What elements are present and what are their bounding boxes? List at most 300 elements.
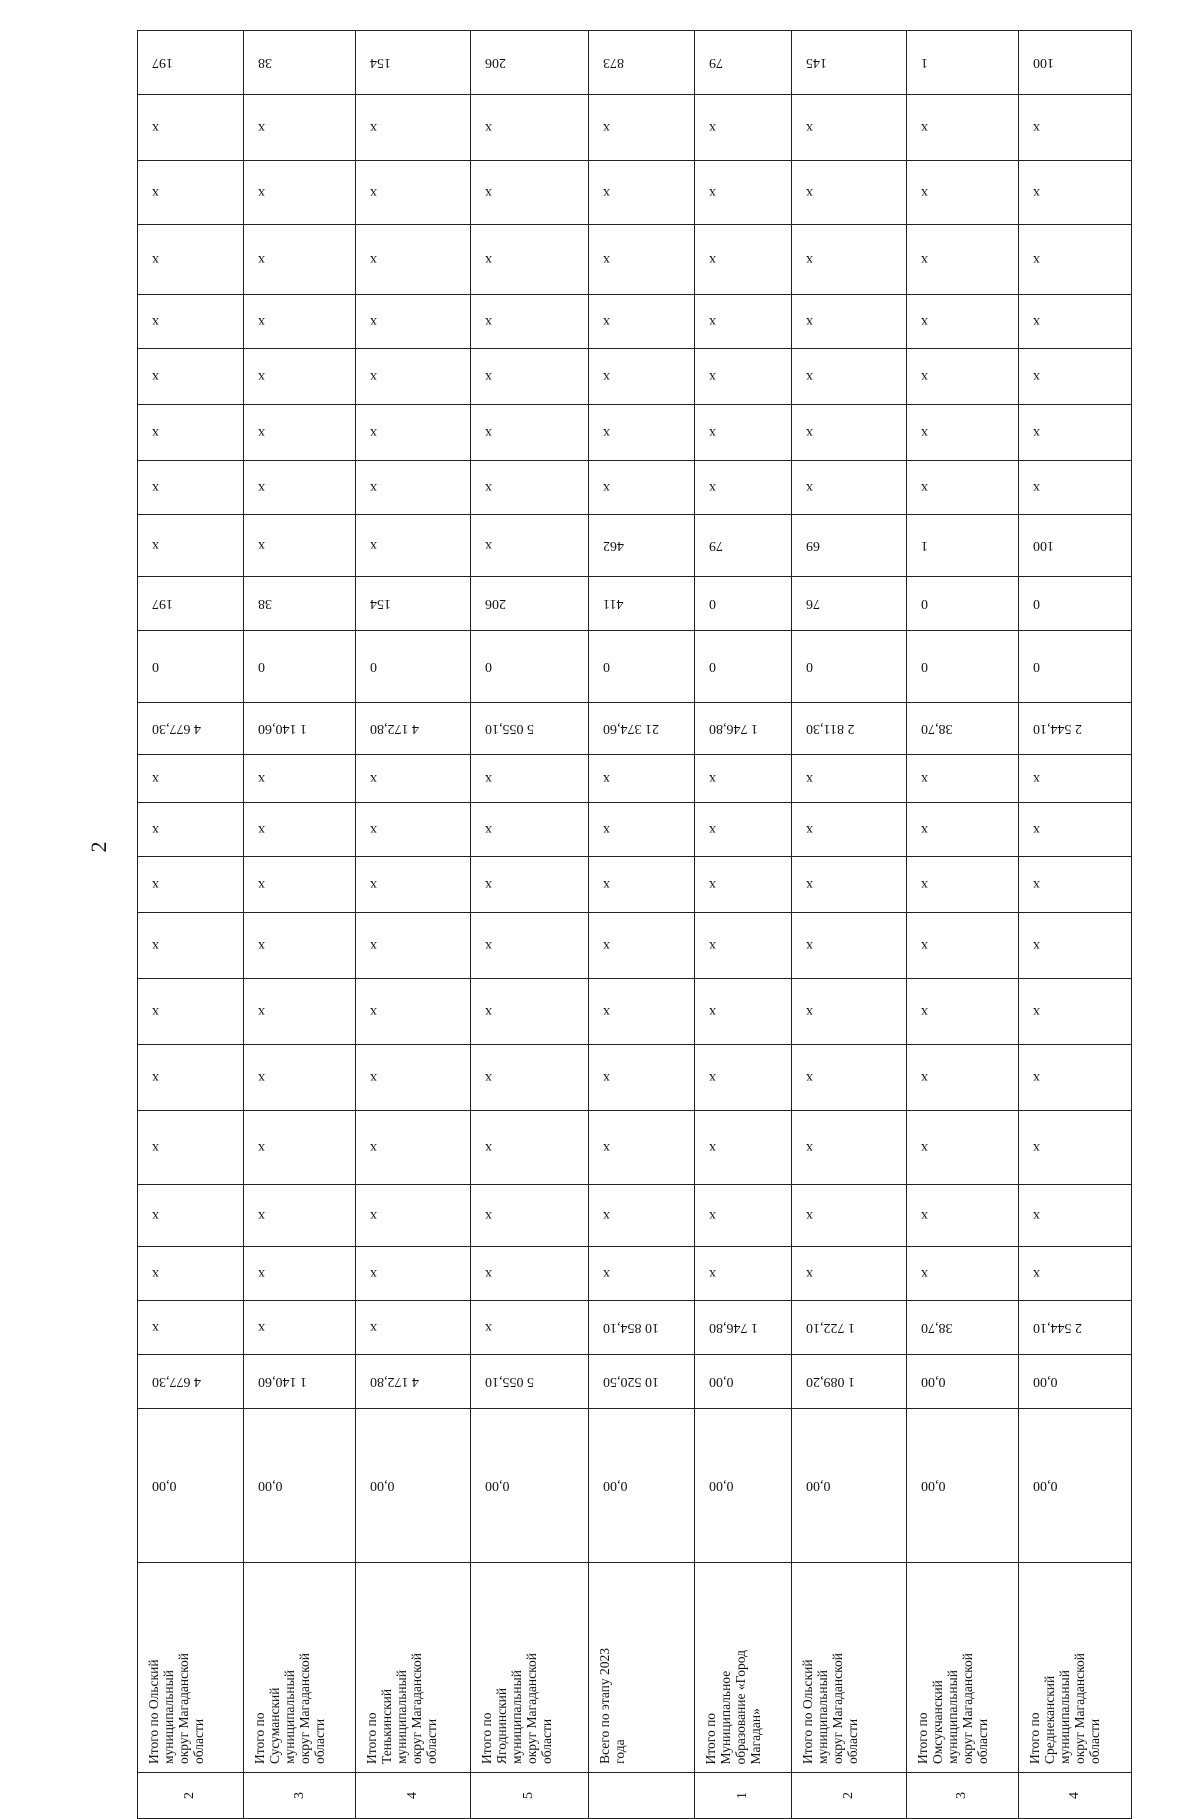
table-cell bbox=[1018, 515, 1131, 577]
cell-value: 0,00 bbox=[709, 1478, 734, 1494]
cell-value: x bbox=[370, 1208, 378, 1224]
table-cell bbox=[791, 1355, 906, 1409]
cell-value: x bbox=[258, 1004, 265, 1020]
table-row bbox=[138, 755, 1132, 803]
table-cell bbox=[244, 755, 356, 803]
cell-value: 1 bbox=[921, 538, 929, 554]
table-cell bbox=[356, 857, 470, 913]
table-cell bbox=[244, 913, 356, 979]
table-cell bbox=[791, 95, 906, 161]
table-cell bbox=[907, 1409, 1018, 1563]
table-cell bbox=[470, 405, 589, 461]
cell-value: x bbox=[484, 369, 492, 385]
table-row bbox=[138, 979, 1132, 1045]
row-number-cell bbox=[138, 1773, 244, 1819]
table-cell bbox=[1018, 161, 1131, 225]
table-cell bbox=[470, 1185, 589, 1247]
table-cell bbox=[589, 703, 695, 755]
cell-value: x bbox=[484, 252, 492, 268]
table-cell bbox=[791, 913, 906, 979]
cell-value: x bbox=[258, 120, 265, 136]
table-cell bbox=[470, 161, 589, 225]
cell-value: x bbox=[603, 185, 611, 201]
cell-value: x bbox=[152, 314, 159, 330]
table-cell bbox=[589, 577, 695, 631]
row-number: 3 bbox=[954, 1792, 970, 1799]
cell-value: x bbox=[709, 185, 717, 201]
table-row bbox=[138, 577, 1132, 631]
cell-value: x bbox=[1032, 314, 1040, 330]
cell-value: x bbox=[603, 252, 611, 268]
table-cell bbox=[791, 1111, 906, 1185]
cell-value: 0 bbox=[152, 659, 159, 675]
cell-value: 0 bbox=[1032, 596, 1040, 612]
table-cell bbox=[907, 1045, 1018, 1111]
table-cell bbox=[356, 31, 470, 95]
cell-value: x bbox=[1032, 771, 1040, 787]
table-cell bbox=[1018, 913, 1131, 979]
cell-value: x bbox=[921, 252, 929, 268]
table-cell bbox=[356, 1355, 470, 1409]
cell-value: x bbox=[484, 938, 492, 954]
table-cell bbox=[138, 1355, 244, 1409]
table-cell bbox=[356, 405, 470, 461]
table-cell bbox=[356, 515, 470, 577]
cell-value: 5 055,10 bbox=[484, 1374, 534, 1390]
table-cell bbox=[589, 755, 695, 803]
table-cell bbox=[695, 225, 792, 295]
cell-value: x bbox=[484, 538, 492, 554]
table-cell bbox=[138, 913, 244, 979]
cell-value: x bbox=[921, 822, 929, 838]
row-label-cell bbox=[589, 1563, 695, 1773]
cell-value: x bbox=[152, 538, 159, 554]
table-cell bbox=[1018, 631, 1131, 703]
table-cell bbox=[138, 95, 244, 161]
cell-value: 154 bbox=[370, 596, 392, 612]
cell-value: x bbox=[258, 1208, 265, 1224]
table-cell bbox=[356, 1185, 470, 1247]
cell-value: 0,00 bbox=[805, 1478, 831, 1494]
table-cell bbox=[907, 295, 1018, 349]
table-cell bbox=[695, 703, 792, 755]
cell-value: x bbox=[258, 369, 265, 385]
table-cell bbox=[244, 515, 356, 577]
table-cell bbox=[356, 461, 470, 515]
table-cell bbox=[244, 1409, 356, 1563]
cell-value: x bbox=[1032, 1004, 1040, 1020]
cell-value: 0,00 bbox=[921, 1374, 946, 1390]
cell-value: 69 bbox=[805, 538, 820, 554]
cell-value: 0 bbox=[603, 659, 611, 675]
table-cell bbox=[1018, 803, 1131, 857]
table-cell bbox=[1018, 461, 1131, 515]
table-cell bbox=[589, 1185, 695, 1247]
table-cell bbox=[244, 1045, 356, 1111]
cell-value: x bbox=[152, 1140, 159, 1156]
table-cell bbox=[138, 703, 244, 755]
cell-value: x bbox=[370, 314, 378, 330]
cell-value: x bbox=[921, 480, 929, 496]
table-cell bbox=[907, 577, 1018, 631]
table-cell bbox=[589, 461, 695, 515]
page-number: 2 bbox=[86, 841, 111, 853]
cell-value: x bbox=[370, 120, 378, 136]
table-cell bbox=[589, 1111, 695, 1185]
table-cell bbox=[907, 31, 1018, 95]
table-cell bbox=[356, 755, 470, 803]
cell-value: x bbox=[152, 822, 159, 838]
table-row bbox=[138, 1355, 1132, 1409]
cell-value: x bbox=[370, 822, 378, 838]
row-number-cell bbox=[244, 1773, 356, 1819]
row-label-cell bbox=[1018, 1563, 1131, 1773]
table-cell bbox=[244, 631, 356, 703]
table-cell bbox=[244, 703, 356, 755]
table-cell bbox=[589, 295, 695, 349]
cell-value: x bbox=[805, 771, 813, 787]
table-cell bbox=[470, 979, 589, 1045]
cell-value: 5 055,10 bbox=[484, 721, 534, 737]
cell-value: x bbox=[258, 938, 265, 954]
cell-value: x bbox=[603, 425, 611, 441]
cell-value: x bbox=[603, 1140, 611, 1156]
table-cell bbox=[138, 461, 244, 515]
cell-value: 100 bbox=[1032, 538, 1054, 554]
table-cell bbox=[791, 349, 906, 405]
cell-value: 1 140,60 bbox=[258, 721, 307, 737]
cell-value: x bbox=[370, 1070, 378, 1086]
cell-value: x bbox=[805, 1004, 813, 1020]
table-cell bbox=[791, 857, 906, 913]
table-cell bbox=[695, 631, 792, 703]
cell-value: 0 bbox=[709, 659, 717, 675]
table-cell bbox=[695, 803, 792, 857]
cell-value: 4 172,80 bbox=[370, 1374, 420, 1390]
table-cell bbox=[470, 755, 589, 803]
cell-value: x bbox=[709, 822, 717, 838]
cell-value: x bbox=[152, 369, 159, 385]
table-cell bbox=[244, 1355, 356, 1409]
table-cell bbox=[695, 857, 792, 913]
cell-value: x bbox=[152, 120, 159, 136]
table-cell bbox=[695, 349, 792, 405]
row-label-cell bbox=[356, 1563, 470, 1773]
cell-value: x bbox=[484, 425, 492, 441]
row-number: 4 bbox=[404, 1792, 420, 1799]
cell-value: x bbox=[370, 1004, 378, 1020]
table-cell bbox=[695, 95, 792, 161]
table-cell bbox=[470, 349, 589, 405]
cell-value: x bbox=[709, 1004, 717, 1020]
cell-value: 2 811,30 bbox=[805, 721, 855, 737]
table-cell bbox=[907, 979, 1018, 1045]
table-cell bbox=[138, 1247, 244, 1301]
table-cell bbox=[1018, 857, 1131, 913]
row-label: Итого по Ольский муниципальный округ Магаданской области bbox=[146, 1653, 206, 1764]
cell-value: x bbox=[921, 1266, 929, 1282]
table-cell bbox=[1018, 755, 1131, 803]
table-cell bbox=[695, 515, 792, 577]
table-cell bbox=[695, 295, 792, 349]
cell-value: x bbox=[709, 369, 717, 385]
table-cell bbox=[907, 803, 1018, 857]
table-row bbox=[138, 631, 1132, 703]
cell-value: 0 bbox=[370, 659, 378, 675]
row-label: Итого по Муниципальное образование «Город Магадан» bbox=[703, 1649, 764, 1764]
table-cell bbox=[356, 631, 470, 703]
table-cell bbox=[244, 405, 356, 461]
table-cell bbox=[470, 1409, 589, 1563]
cell-value: 197 bbox=[152, 55, 173, 71]
row-label: Итого по Тенькинский муниципальный округ Магаданской области bbox=[364, 1653, 440, 1764]
table-cell bbox=[1018, 349, 1131, 405]
cell-value: x bbox=[709, 120, 717, 136]
cell-value: x bbox=[1032, 1070, 1040, 1086]
table-cell bbox=[356, 1409, 470, 1563]
table-cell bbox=[791, 295, 906, 349]
table-cell bbox=[907, 1301, 1018, 1355]
table-cell bbox=[244, 1185, 356, 1247]
cell-value: x bbox=[805, 822, 813, 838]
table-cell bbox=[791, 703, 906, 755]
table-cell bbox=[138, 225, 244, 295]
table-cell bbox=[907, 1355, 1018, 1409]
cell-value: 0 bbox=[805, 659, 813, 675]
table-cell bbox=[244, 461, 356, 515]
cell-value: x bbox=[709, 252, 717, 268]
table-row bbox=[138, 1185, 1132, 1247]
cell-value: x bbox=[709, 1208, 717, 1224]
table-cell bbox=[138, 31, 244, 95]
table-cell bbox=[907, 1185, 1018, 1247]
table-cell bbox=[138, 803, 244, 857]
cell-value: x bbox=[484, 771, 492, 787]
cell-value: x bbox=[484, 822, 492, 838]
table-row bbox=[138, 515, 1132, 577]
table-cell bbox=[1018, 703, 1131, 755]
cell-value: x bbox=[603, 822, 611, 838]
row-number-cell bbox=[791, 1773, 906, 1819]
cell-value: x bbox=[805, 185, 813, 201]
table-cell bbox=[244, 225, 356, 295]
table-cell bbox=[695, 979, 792, 1045]
table-cell bbox=[470, 31, 589, 95]
cell-value: 100 bbox=[1032, 55, 1054, 71]
table-cell bbox=[244, 979, 356, 1045]
table-cell bbox=[1018, 405, 1131, 461]
table-cell bbox=[589, 1301, 695, 1355]
cell-value: x bbox=[1032, 425, 1040, 441]
cell-value: x bbox=[370, 771, 378, 787]
row-number: 4 bbox=[1066, 1792, 1082, 1799]
cell-value: x bbox=[1032, 480, 1040, 496]
table-cell bbox=[470, 515, 589, 577]
table-cell bbox=[791, 461, 906, 515]
table-cell bbox=[1018, 31, 1131, 95]
table-cell bbox=[1018, 1111, 1131, 1185]
cell-value: 38,70 bbox=[921, 721, 953, 737]
table-cell bbox=[244, 161, 356, 225]
table-cell bbox=[470, 95, 589, 161]
row-label: Итого по Ягоднинский муниципальный округ Магаданской области bbox=[478, 1653, 554, 1764]
cell-value: x bbox=[484, 1208, 492, 1224]
table-cell bbox=[356, 225, 470, 295]
cell-value: 1 089,20 bbox=[805, 1374, 855, 1390]
cell-value: x bbox=[603, 314, 611, 330]
table-cell bbox=[244, 349, 356, 405]
table-cell bbox=[356, 1045, 470, 1111]
table-cell bbox=[791, 1409, 906, 1563]
table-cell bbox=[138, 577, 244, 631]
cell-value: 76 bbox=[805, 596, 820, 612]
table-cell bbox=[470, 1301, 589, 1355]
cell-value: 206 bbox=[484, 55, 506, 71]
table-cell bbox=[695, 1045, 792, 1111]
cell-value: x bbox=[805, 1140, 813, 1156]
cell-value: x bbox=[709, 480, 717, 496]
table-cell bbox=[470, 1045, 589, 1111]
table-row bbox=[138, 1301, 1132, 1355]
cell-value: x bbox=[1032, 1266, 1040, 1282]
cell-value: x bbox=[370, 425, 378, 441]
table-cell bbox=[138, 349, 244, 405]
table-cell bbox=[695, 1409, 792, 1563]
cell-value: 0,00 bbox=[484, 1478, 510, 1494]
row-number-cell bbox=[356, 1773, 470, 1819]
cell-value: 206 bbox=[484, 596, 506, 612]
table-cell bbox=[907, 161, 1018, 225]
table-cell bbox=[695, 755, 792, 803]
table-cell bbox=[1018, 1045, 1131, 1111]
table-cell bbox=[695, 161, 792, 225]
table-cell bbox=[138, 1301, 244, 1355]
cell-value: x bbox=[709, 1266, 717, 1282]
row-number-cell bbox=[470, 1773, 589, 1819]
cell-value: x bbox=[921, 877, 929, 893]
table-cell bbox=[907, 913, 1018, 979]
table-cell bbox=[907, 515, 1018, 577]
table-cell bbox=[138, 405, 244, 461]
table-cell bbox=[244, 857, 356, 913]
cell-value: x bbox=[603, 480, 611, 496]
cell-value: 4 172,80 bbox=[370, 721, 420, 737]
cell-value: x bbox=[805, 480, 813, 496]
table-cell bbox=[695, 1111, 792, 1185]
table-cell bbox=[791, 631, 906, 703]
table-cell bbox=[589, 1409, 695, 1563]
table-cell bbox=[695, 913, 792, 979]
table-cell bbox=[1018, 95, 1131, 161]
cell-value: 197 bbox=[152, 596, 173, 612]
cell-value: x bbox=[370, 1320, 378, 1336]
table-cell bbox=[470, 913, 589, 979]
cell-value: 145 bbox=[805, 55, 827, 71]
cell-value: x bbox=[603, 877, 611, 893]
table-cell bbox=[1018, 225, 1131, 295]
table-cell bbox=[470, 631, 589, 703]
cell-value: x bbox=[921, 425, 929, 441]
table-cell bbox=[356, 703, 470, 755]
cell-value: x bbox=[152, 185, 159, 201]
cell-value: x bbox=[709, 1140, 717, 1156]
cell-value: x bbox=[484, 1070, 492, 1086]
number-row bbox=[138, 1773, 1132, 1819]
cell-value: x bbox=[370, 938, 378, 954]
table-row bbox=[138, 913, 1132, 979]
table-cell bbox=[356, 1301, 470, 1355]
table-cell bbox=[1018, 1247, 1131, 1301]
cell-value: x bbox=[258, 1140, 265, 1156]
cell-value: x bbox=[484, 185, 492, 201]
table-row bbox=[138, 1111, 1132, 1185]
cell-value: x bbox=[603, 1004, 611, 1020]
table-cell bbox=[589, 913, 695, 979]
cell-value: x bbox=[805, 314, 813, 330]
table-cell bbox=[1018, 1355, 1131, 1409]
row-number-cell bbox=[589, 1773, 695, 1819]
table-cell bbox=[470, 1111, 589, 1185]
cell-value: 0 bbox=[484, 659, 492, 675]
table-cell bbox=[356, 913, 470, 979]
table-cell bbox=[791, 1247, 906, 1301]
table-cell bbox=[907, 755, 1018, 803]
table-cell bbox=[791, 1185, 906, 1247]
table-cell bbox=[470, 803, 589, 857]
table-row bbox=[138, 461, 1132, 515]
cell-value: x bbox=[805, 938, 813, 954]
cell-value: 4 677,30 bbox=[152, 1374, 201, 1390]
cell-value: 10 854,10 bbox=[603, 1320, 660, 1336]
cell-value: 0,00 bbox=[1032, 1374, 1058, 1390]
table-cell bbox=[1018, 979, 1131, 1045]
table-cell bbox=[907, 95, 1018, 161]
cell-value: x bbox=[805, 877, 813, 893]
table-cell bbox=[907, 349, 1018, 405]
table-cell bbox=[791, 161, 906, 225]
table-row bbox=[138, 803, 1132, 857]
table-cell bbox=[244, 803, 356, 857]
table-cell bbox=[356, 803, 470, 857]
cell-value: 1 746,80 bbox=[709, 721, 759, 737]
table-cell bbox=[356, 161, 470, 225]
cell-value: x bbox=[921, 1004, 929, 1020]
table-cell bbox=[138, 979, 244, 1045]
cell-value: 38,70 bbox=[921, 1320, 953, 1336]
table-cell bbox=[589, 405, 695, 461]
cell-value: x bbox=[152, 252, 159, 268]
cell-value: 79 bbox=[709, 55, 724, 71]
cell-value: x bbox=[258, 1070, 265, 1086]
table-cell bbox=[470, 857, 589, 913]
table-cell bbox=[470, 703, 589, 755]
cell-value: x bbox=[152, 1004, 159, 1020]
cell-value: 0,00 bbox=[603, 1478, 628, 1494]
cell-value: x bbox=[709, 938, 717, 954]
table-cell bbox=[1018, 1185, 1131, 1247]
cell-value: 0 bbox=[1032, 659, 1040, 675]
table-cell bbox=[791, 755, 906, 803]
cell-value: 0,00 bbox=[1032, 1478, 1058, 1494]
table-cell bbox=[138, 857, 244, 913]
table-cell bbox=[589, 95, 695, 161]
table-cell bbox=[589, 803, 695, 857]
cell-value: x bbox=[1032, 1208, 1040, 1224]
cell-value: 38 bbox=[258, 55, 272, 71]
cell-value: 0,00 bbox=[709, 1374, 734, 1390]
table-cell bbox=[791, 577, 906, 631]
cell-value: x bbox=[921, 1208, 929, 1224]
